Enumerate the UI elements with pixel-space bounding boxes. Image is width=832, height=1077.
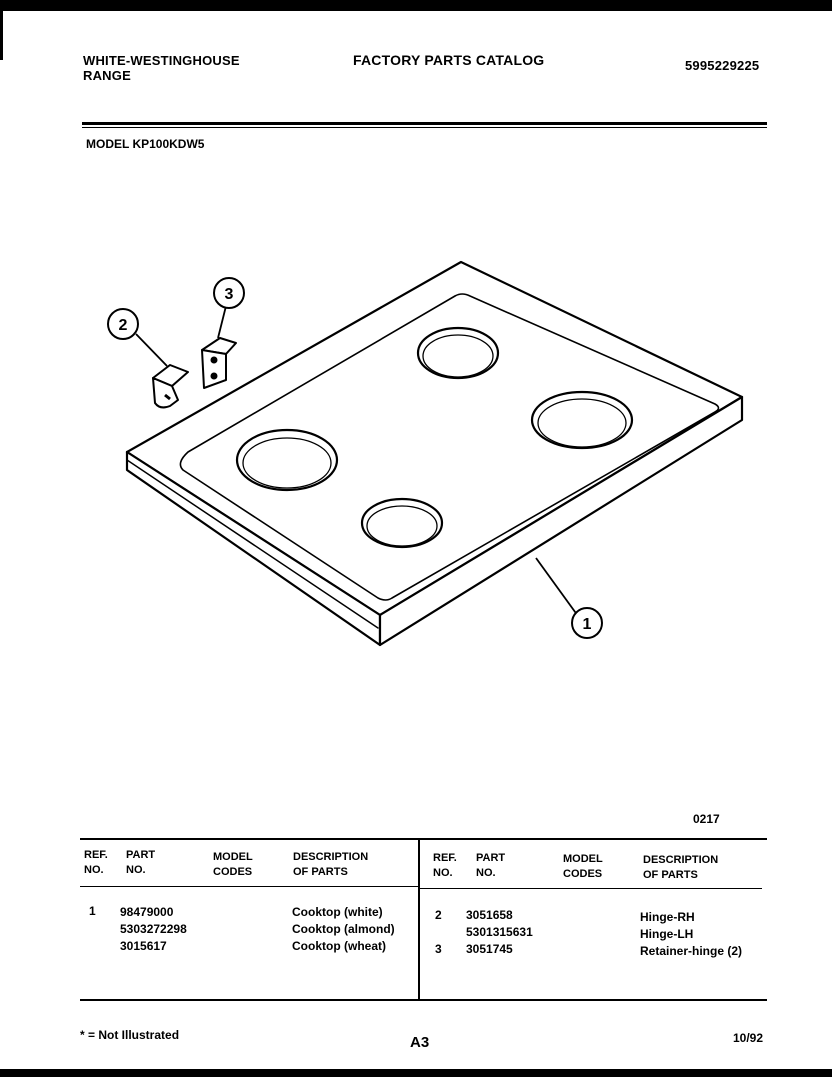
page-number: A3 [410, 1034, 430, 1051]
figure-code: 0217 [693, 812, 720, 826]
table-rule-top [80, 838, 767, 840]
model-label: MODEL KP100KDW5 [86, 137, 205, 151]
descriptions-right: Hinge-RH Hinge-LH Retainer-hinge (2) [640, 910, 743, 958]
cooktop-drawing [127, 262, 742, 645]
table-column-divider [418, 840, 420, 999]
callout-3 [214, 278, 244, 308]
footnote: * = Not Illustrated [80, 1028, 180, 1042]
part-numbers-right: 3051658 5301315631 3051745 [466, 908, 533, 956]
table-header-rule-right [420, 888, 762, 889]
table-rule-bottom [80, 999, 767, 1001]
header-ref-no-left: REF. NO. [84, 849, 108, 876]
header-description-left: DESCRIPTION OF PARTS [293, 851, 369, 878]
callout-1-label: 1 [582, 616, 592, 633]
ref-no-left: 1 [89, 904, 96, 918]
header-description-right: DESCRIPTION OF PARTS [643, 854, 719, 881]
table-header-rule-left [80, 886, 418, 887]
part-numbers-left: 98479000 5303272298 3015617 [120, 905, 187, 953]
cooktop-top-surface [127, 262, 742, 615]
ref-no-right: 2 3 [435, 908, 442, 956]
header-part-no-left: PART NO. [126, 849, 156, 876]
hinge-rh-drawing [153, 365, 188, 407]
product-type: RANGE [83, 68, 131, 83]
callout-3-label: 3 [224, 286, 234, 303]
revision-date: 10/92 [733, 1031, 764, 1045]
header-model-codes-right: MODEL CODES [563, 853, 603, 880]
catalog-number: 5995229225 [685, 58, 760, 73]
callout-2 [108, 309, 138, 339]
header-model-codes-left: MODEL CODES [213, 851, 253, 878]
brand-name: WHITE-WESTINGHOUSE [83, 53, 240, 68]
descriptions-left: Cooktop (white) Cooktop (almond) Cooktop (wheat) [292, 905, 395, 953]
catalog-title: FACTORY PARTS CATALOG [353, 52, 545, 68]
callout-1 [572, 608, 602, 638]
callout-2-label: 2 [118, 317, 128, 334]
retainer-hinge-drawing [202, 338, 236, 388]
header-ref-no-right: REF. NO. [433, 852, 457, 879]
header-part-no-right: PART NO. [476, 852, 506, 879]
